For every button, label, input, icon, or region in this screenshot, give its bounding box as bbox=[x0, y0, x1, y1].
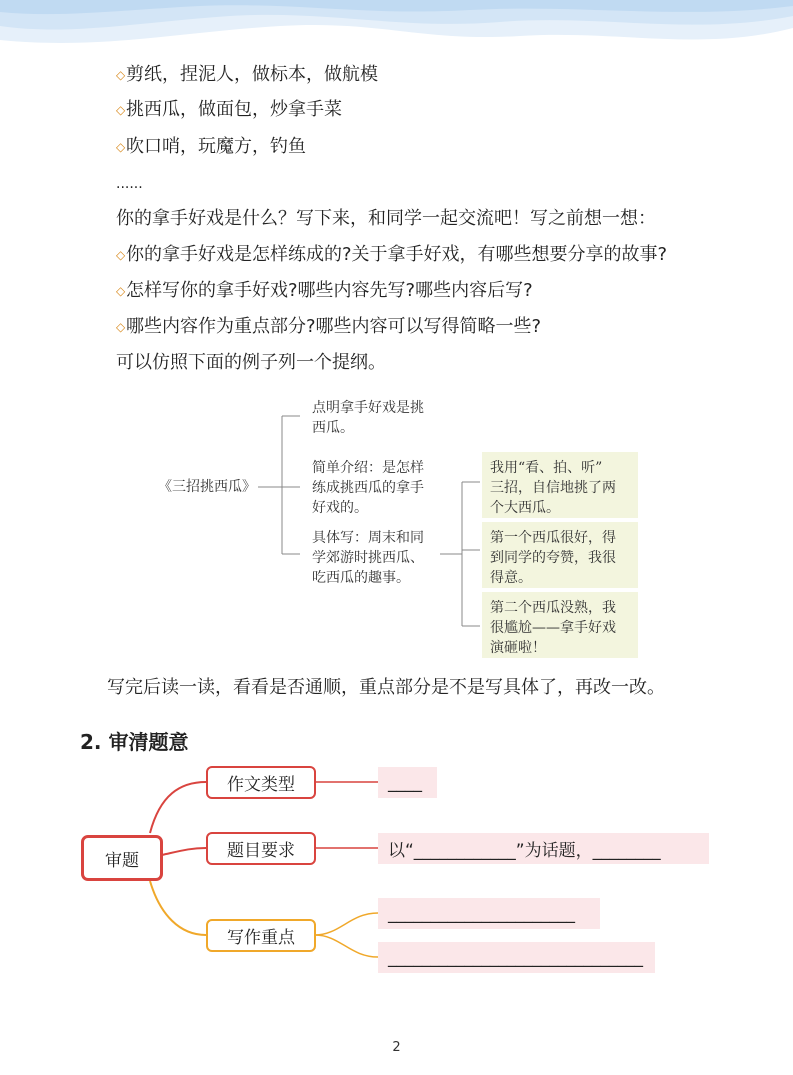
activity-item: ◇吹口哨，玩魔方，钓鱼 bbox=[116, 136, 306, 157]
outline-branch: 简单介绍：是怎样 练成挑西瓜的拿手 好戏的。 bbox=[312, 460, 424, 516]
question-item: ◇哪些内容作为重点部分?哪些内容可以写得简略一些? bbox=[116, 316, 542, 337]
answer-blank-requirement[interactable]: 以“____________”为话题，________ bbox=[378, 833, 709, 864]
outline-example bbox=[0, 390, 793, 660]
outline-branch: 具体写：周末和同 学郊游时挑西瓜、 吃西瓜的趣事。 bbox=[312, 530, 424, 586]
ellipsis-line: ...... bbox=[116, 176, 143, 192]
mindmap-node-type: 作文类型 bbox=[206, 766, 316, 799]
outline-detail-note: 第一个西瓜很好，得 到同学的夸赞，我很 得意。 bbox=[482, 522, 638, 588]
outline-title: 《三招挑西瓜》 bbox=[158, 479, 256, 495]
page-number: 2 bbox=[392, 1040, 401, 1055]
outline-detail-note: 我用“看、拍、听” 三招，自信地挑了两 个大西瓜。 bbox=[482, 452, 638, 518]
answer-blank-type[interactable]: ____ bbox=[378, 767, 437, 798]
question-item: ◇你的拿手好戏是怎样练成的?关于拿手好戏，有哪些想要分享的故事? bbox=[116, 244, 668, 265]
diamond-bullet-icon: ◇ bbox=[116, 68, 126, 82]
mindmap-node-requirement: 题目要求 bbox=[206, 832, 316, 865]
section-title: 2. 审清题意 bbox=[80, 730, 189, 754]
mindmap-node-focus: 写作重点 bbox=[206, 919, 316, 952]
outline-intro: 可以仿照下面的例子列一个提纲。 bbox=[116, 352, 386, 373]
outline-branch: 点明拿手好戏是挑 西瓜。 bbox=[312, 400, 424, 436]
mindmap-root: 审题 bbox=[81, 835, 163, 881]
header-wave-decoration bbox=[0, 0, 793, 60]
writing-prompt: 你的拿手好戏是什么？写下来，和同学一起交流吧！写之前想一想： bbox=[116, 208, 656, 229]
answer-blank-focus-2[interactable]: ______________________________ bbox=[378, 942, 655, 973]
mindmap bbox=[0, 755, 793, 985]
question-item: ◇怎样写你的拿手好戏?哪些内容先写?哪些内容后写? bbox=[116, 280, 533, 301]
diamond-bullet-icon: ◇ bbox=[116, 140, 126, 154]
diamond-bullet-icon: ◇ bbox=[116, 248, 126, 262]
revision-note: 写完后读一读，看看是否通顺，重点部分是不是写具体了，再改一改。 bbox=[107, 677, 665, 698]
activity-item: ◇剪纸，捏泥人，做标本，做航模 bbox=[116, 64, 378, 85]
diamond-bullet-icon: ◇ bbox=[116, 320, 126, 334]
outline-detail-note: 第二个西瓜没熟，我 很尴尬——拿手好戏 演砸啦！ bbox=[482, 592, 638, 658]
diamond-bullet-icon: ◇ bbox=[116, 284, 126, 298]
answer-blank-focus-1[interactable]: ______________________ bbox=[378, 898, 600, 929]
activity-item: ◇挑西瓜，做面包，炒拿手菜 bbox=[116, 99, 342, 120]
diamond-bullet-icon: ◇ bbox=[116, 103, 126, 117]
